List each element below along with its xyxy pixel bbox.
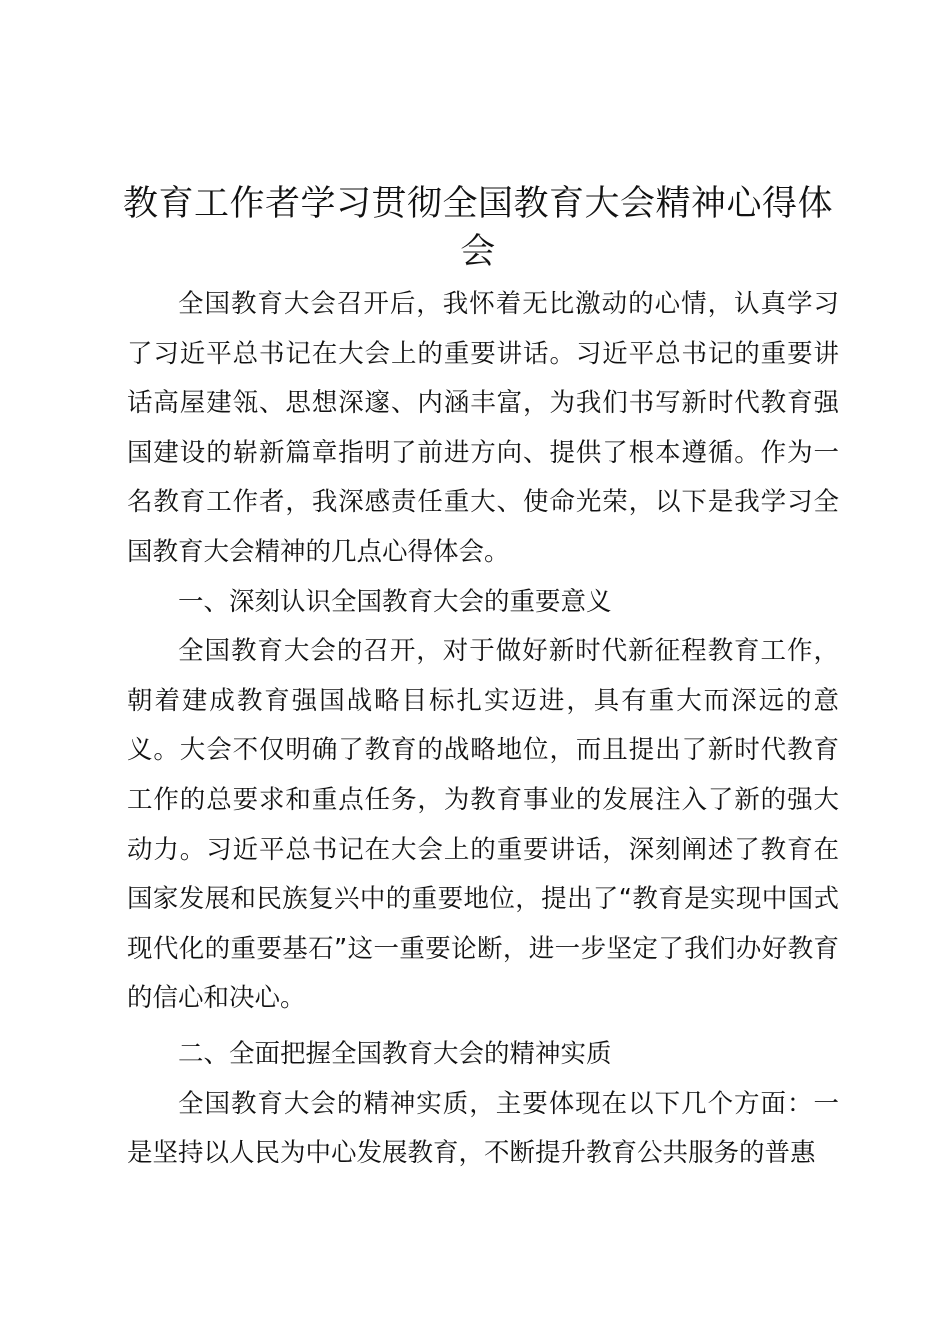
- section-heading-2: 二、全面把握全国教育大会的精神实质: [178, 1038, 612, 1069]
- document-title: 教育工作者学习贯彻全国教育大会精神心得体会: [122, 184, 833, 272]
- paragraph-section-1: 全国教育大会的召开，对于做好新时代新征程教育工作，朝着建成教育强国战略目标扎实迈进，具有重大而深远的意义。大会不仅明确了教育的战略地位，而且提出了新时代教育工作的总要求和重点任务，为教育事业的发展注入了新的强大动力。习近平总书记在大会上的重要讲话，深刻阐述了教育在国家发展和民族复兴中的重要地位，提出了“教育是实现中国式现代化的重要基石”这一重要论断，进一步坚定了我们办好教育的信心和决心。: [127, 636, 839, 1014]
- document-body: [127, 280, 839, 1179]
- section-heading-1: 一、深刻认识全国教育大会的重要意义: [178, 586, 612, 617]
- paragraph-intro: 全国教育大会召开后，我怀着无比激动的心情，认真学习了习近平总书记在大会上的重要讲话。习近平总书记的重要讲话高屋建瓴、思想深邃、内涵丰富，为我们书写新时代教育强国建设的崭新篇章指明了前进方向、提供了根本遵循。作为一名教育工作者，我深感责任重大、使命光荣，以下是我学习全国教育大会精神的几点心得体会。: [127, 289, 839, 567]
- paragraph-section-2: 全国教育大会的精神实质，主要体现在以下几个方面：一是坚持以人民为中心发展教育，不断提升教育公共服务的普惠: [127, 1088, 839, 1169]
